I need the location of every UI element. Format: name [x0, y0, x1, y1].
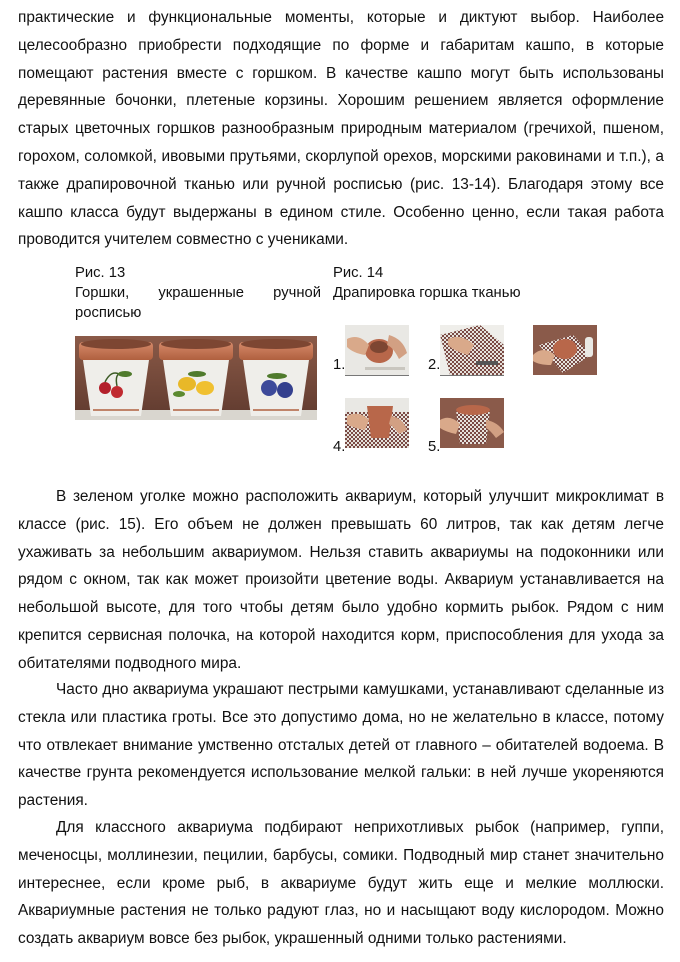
- drape-step-2-photo: [440, 325, 504, 375]
- step-1-underline: [345, 375, 409, 376]
- pot-plums: [239, 339, 313, 416]
- paragraph-4: Для классного аквариума подбирают неприхотливых рыбок (например, гуппи, меченосцы, моллинезии, пецилии, барбусы, сомики. Подводный мир станет значительно интереснее, если кроме рыб, в аквариуме будут жить еще и мелкие моллюски. Аквариумные растения не только радуют глаз, но и насыщают воду кислородом. Можно создать аквариум вовсе без рыбок, украшенный одними только растениями.: [18, 819, 664, 948]
- drape-step-3-photo: [533, 325, 597, 375]
- figure-13-label: Рис. 13: [75, 265, 126, 281]
- step-number-4: 4.: [333, 439, 346, 455]
- figure-14-title: Драпировка горшка тканью: [333, 285, 521, 301]
- step-number-1: 1.: [333, 357, 346, 373]
- drape-step-1-photo: [345, 325, 409, 375]
- pot-cherries: [79, 339, 153, 416]
- drape-step-5-photo: [440, 398, 504, 448]
- figure-13-title-cont: росписью: [75, 305, 142, 321]
- step-2-underline: [440, 375, 504, 376]
- step-number-2: 2.: [428, 357, 441, 373]
- paragraph-3: Часто дно аквариума украшают пестрыми камушками, устанавливают сделанные из стекла или пластика гроты. Все это допустимо дома, но не желательно в классе, потому что отвлекает внимание умственно отсталых детей от главного – обитателей водоема. В качестве грунта рекомендуется использование мелкой гальки: в ней лучше укореняются растения.: [18, 681, 664, 810]
- figure-13-title: Горшки, украшенные ручной: [75, 285, 321, 301]
- paragraph-2: В зеленом уголке можно расположить аквариум, который улучшит микроклимат в классе (рис. 15). Его объем не должен превышать 60 литров, так как детям легче ухаживать за небольшим аквариумом. Нельзя ставить аквариумы на подоконники или рядом с окном, так как может произойти цветение воды. Аквариум устанавливается на небольшой высоте, для того чтобы детям было удобно кормить рыбок. Рядом с ним крепится сервисная полочка, на которой находится корм, приспособления для ухода за обитателями подводного мира.: [18, 488, 664, 672]
- paragraph-1: практические и функциональные моменты, которые и диктуют выбор. Наиболее целесообразно приобрести подходящие по форме и габаритам кашпо, в которые помещают растения вместе с горшком. В качестве кашпо могут быть использованы деревянные бочонки, плетеные корзины. Хорошим решением является оформление старых цветочных горшков разнообразным природным материалом (гречихой, пшеном, горохом, соломкой, ивовыми прутьями, скорлупой орехов, морскими раковинами и т.п.), а также драпировочной тканью или ручной росписью (рис. 13-14). Благодаря этому все кашпо класса будут выдержаны в едином стиле. Особенно ценно, если такая работа проводится учителем совместно с учениками.: [18, 9, 664, 249]
- drape-step-4-photo: [345, 398, 409, 448]
- painted-pots-image: [75, 336, 317, 420]
- painted-pots-photo: [75, 336, 317, 420]
- pot-lemons: [159, 339, 233, 416]
- figure-14-label: Рис. 14: [333, 265, 384, 281]
- figure-14-caption: [333, 263, 593, 303]
- step-number-5: 5.: [428, 439, 441, 455]
- figure-13-caption: [75, 263, 321, 323]
